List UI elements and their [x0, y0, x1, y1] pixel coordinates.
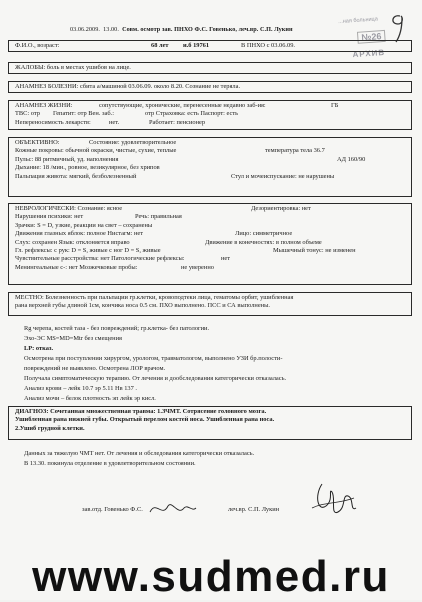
- stamp-line: ...ная больница: [338, 16, 379, 26]
- stamp-archive: АРХИВ: [352, 47, 386, 60]
- anamnesis-life-box: [8, 100, 412, 130]
- record-header: [70, 26, 370, 33]
- neuro-line-right: не уверенно: [181, 263, 214, 271]
- header-date: 03.06.2009.: [70, 26, 100, 33]
- objective-skin: Кожные покровы: обычной окраски, чистые, сухие, теплые: [15, 147, 177, 155]
- neuro-line-right: Дезориентировка: нет: [251, 205, 311, 212]
- patient-history: и.б 19761: [183, 42, 210, 49]
- complaints-text: ЖАЛОБЫ: боль в местах ушибов на лице.: [15, 64, 131, 71]
- neuro-line: Зрачки: S = D, узкие, реакции на свет – сохранены: [15, 221, 153, 229]
- neuro-line: НЕВРОЛОГИЧЕСКИ: Сознание: ясное: [15, 205, 123, 212]
- finding-line: повреждений не выявлено. Осмотрена ЛОР врачом.: [24, 365, 166, 372]
- diagnosis-line: Ушибленная рана нижней губы. Открытый перелом костей носа. Ушибленная рана носа.: [15, 416, 275, 424]
- patient-admission: В ПНХО с 03.06.09.: [241, 42, 295, 49]
- finding-line: Получала симптоматическую терапию. От лечения и дообследования категорически отказалась.: [24, 375, 287, 382]
- patient-box: [8, 40, 412, 52]
- anamnesis-life-text: сопутствующие, хронические, перенесенные недавно заб-ия:: [99, 102, 266, 109]
- objective-breath: Дыхание: 18 /мин., ровное, везикулярное, без хрипов: [15, 164, 160, 172]
- neuro-line: Менингеальные с-: нет Мозжечковые пробы:: [15, 263, 138, 271]
- tvs-field: ТВС: отр: [15, 110, 40, 118]
- diagnosis-line: 2.Ушиб грудной клетки.: [15, 424, 85, 432]
- finding-line: Анализ крови – лейк 10.7 эр 5.11 Нв 137 .: [24, 385, 138, 392]
- hepatitis-field: Гепатит: отр Вен. заб.:: [53, 110, 114, 118]
- objective-pulse: Пульс: 88 ритмичный, уд. наполнения: [15, 155, 119, 163]
- finding-line: Rg черепа, костей таза - без повреждений; гр.клетка- без патологии.: [24, 325, 210, 332]
- intolerance-label: Непереносимость лекарств:: [15, 118, 91, 126]
- header-time: 13.00.: [103, 26, 119, 33]
- objective-stool: Стул и мочеиспускание: не нарушены: [231, 172, 335, 180]
- neuro-line: Гл. рефлексы: с рук: D = S, живые с ног D = S, живые: [15, 246, 161, 254]
- objective-box: [8, 137, 412, 197]
- neuro-line-right: Речь: правильная: [135, 213, 182, 221]
- diagnosis-box: [8, 406, 412, 440]
- finding-line: LP: отказ.: [24, 345, 54, 352]
- neuro-line: Чувствительные расстройства: нет Патологические рефлексы:: [15, 255, 185, 263]
- neuro-line: Слух: сохранен Язык: отклоняется вправо: [15, 238, 130, 246]
- finding-line: Эхо-ЭС MS=MD=Mtr без смещения: [24, 335, 122, 342]
- local-status-line: рана верхней губы длиной 1см, кончика носа 0.5 см. ПХО выполнено. ПСС и СА выполнены.: [15, 302, 270, 310]
- watermark-url: www.sudmed.ru: [32, 552, 390, 601]
- insurance-field: отр Страховка: есть Паспорт: есть: [145, 110, 239, 118]
- neuro-line: Движения глазных яблок: полное Нистагм: нет: [15, 230, 144, 238]
- objective-title: ОБЪЕКТИВНО:: [15, 139, 60, 146]
- intolerance-value: нет.: [109, 118, 120, 126]
- anamnesis-life-value: ГБ: [331, 102, 339, 109]
- neuro-line-right: Движение в конечностях: в полном объеме: [205, 238, 322, 246]
- objective-bp: АД 160/90: [337, 155, 366, 163]
- signature-head: зав.отд. Говенько Ф.С.: [82, 506, 143, 513]
- anamnesis-disease-text: АНАМНЕЗ БОЛЕЗНИ: сбита а/машиной 03.06.09. около 8.20. Сознание не теряла.: [15, 83, 241, 90]
- diagnosis-line: ДИАГНОЗ: Сочетанная множественная травма: 1.ЗЧМТ. Сотрясение головного мозга.: [15, 408, 267, 415]
- patient-label: Ф.И.О., возраст:: [15, 42, 60, 49]
- work-field: Работает: пенсионер: [149, 118, 206, 126]
- patient-age: 68 лет: [151, 42, 169, 49]
- stamp-number: №26: [357, 30, 386, 44]
- closing-line: В 13.30. покинула отделение в удовлетворительном состоянии.: [24, 460, 196, 467]
- local-status-line: МЕСТНО: Болезненность при пальпации гр.клетки, кровоподтеки лица, гематомы орбит, ушибленная: [15, 294, 294, 301]
- objective-palpation: Пальпация живота: мягкий, безболезненный: [15, 172, 137, 180]
- anamnesis-disease-box: [8, 81, 412, 93]
- neuro-box: [8, 203, 412, 285]
- finding-line: Осмотрена при поступлении хирургом, урологом, травматологом, выполнено УЗИ бр.полости-: [24, 355, 283, 362]
- objective-state: Состояние: удовлетворительное: [89, 139, 177, 146]
- neuro-line-right: Мышечный тонус: не изменен: [273, 246, 356, 254]
- anamnesis-life-title: АНАМНЕЗ ЖИЗНИ:: [15, 102, 73, 109]
- neuro-line: Нарушения психики: нет: [15, 213, 84, 221]
- signature-scribble-doctor: [308, 482, 360, 526]
- header-text: Совм. осмотр зав. ПНХО Ф.С. Говенько, леч.вр. С.П. Лукин: [122, 26, 293, 33]
- closing-line: Данных за тяжелую ЧМТ нет. От лечения и обследования категорически отказалась.: [24, 450, 255, 457]
- signature-scribble-head: [148, 496, 198, 522]
- finding-line: Анализ мочи – белок плотность эп лейк эр кисл.: [24, 395, 156, 402]
- complaints-box: [8, 62, 412, 74]
- objective-temp: температура тела 36.7: [265, 147, 325, 155]
- neuro-line-right: Лицо: симметричное: [235, 230, 293, 238]
- local-status-box: [8, 292, 412, 316]
- neuro-line-right: нет: [221, 255, 231, 263]
- signature-doctor: леч.вр. С.П. Лукин: [228, 506, 280, 513]
